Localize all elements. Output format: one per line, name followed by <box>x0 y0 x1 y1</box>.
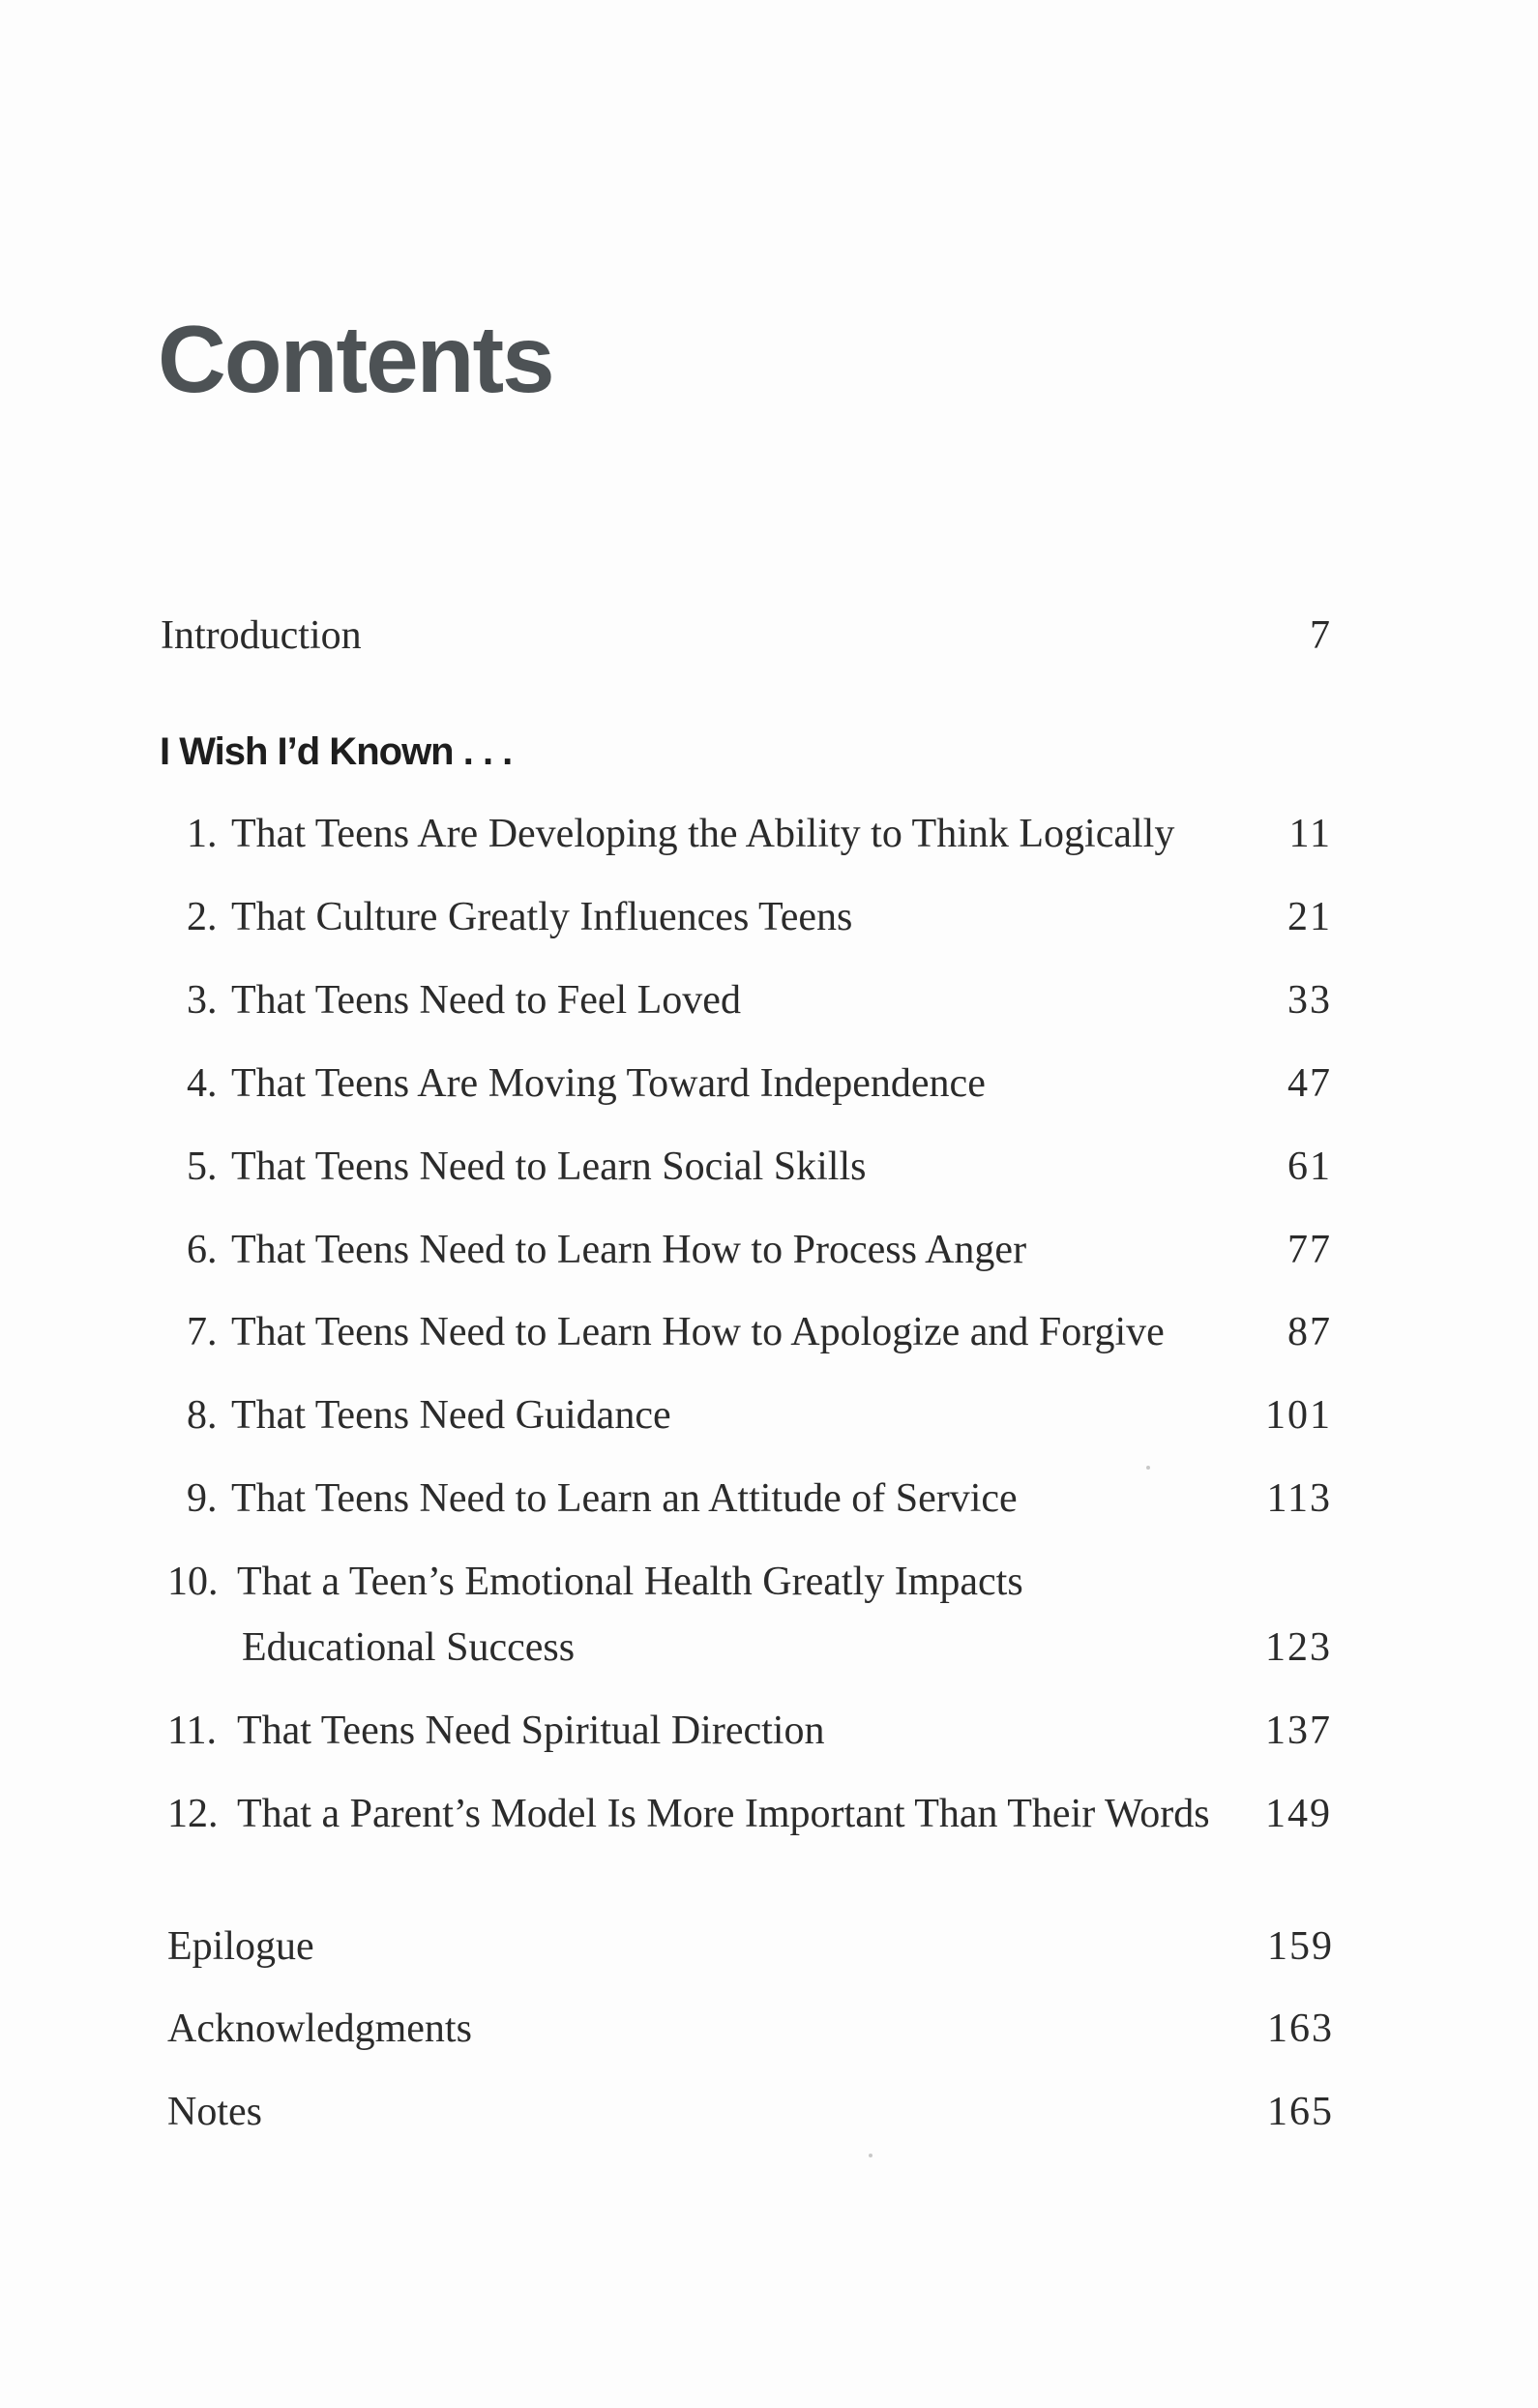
toc-page-number: 159 <box>1267 1924 1334 1969</box>
toc-page-number: 163 <box>1267 2007 1334 2051</box>
toc-page-number: 61 <box>1287 1145 1332 1189</box>
chapter-number: 7. <box>187 1310 218 1354</box>
chapter-title: That Culture Greatly Influences Teens <box>231 895 853 939</box>
toc-page-number: 101 <box>1265 1393 1332 1438</box>
toc-entry-label: Acknowledgments <box>167 2007 472 2051</box>
chapter-number: 11. <box>167 1709 217 1753</box>
section-heading: I Wish I’d Known . . . <box>160 730 513 773</box>
chapter-title: That Teens Are Developing the Ability to Think Logically <box>231 812 1175 856</box>
chapter-title: That a Parent’s Model Is More Important Than Their Words <box>237 1792 1210 1836</box>
chapter-title: That Teens Need to Learn How to Process Anger <box>231 1228 1027 1272</box>
toc-page-number: 21 <box>1287 895 1332 939</box>
toc-page-number: 123 <box>1265 1625 1332 1670</box>
chapter-title: That Teens Need Guidance <box>231 1393 671 1438</box>
toc-page-number: 77 <box>1287 1228 1332 1272</box>
chapter-title: That a Teen’s Emotional Health Greatly Impacts <box>237 1560 1023 1604</box>
chapter-number: 12. <box>167 1792 219 1836</box>
chapter-title-continuation: Educational Success <box>242 1625 576 1670</box>
chapter-number: 9. <box>187 1476 218 1521</box>
chapter-title: That Teens Need Spiritual Direction <box>237 1709 825 1753</box>
toc-page-number: 137 <box>1265 1709 1332 1753</box>
scan-speck <box>1146 1466 1150 1470</box>
chapter-title: That Teens Need to Learn Social Skills <box>231 1145 867 1189</box>
toc-entry-label: Notes <box>167 2090 262 2134</box>
toc-page-number: 149 <box>1265 1792 1332 1836</box>
toc-page-number: 165 <box>1267 2090 1334 2134</box>
toc-page-number: 33 <box>1287 978 1332 1023</box>
scan-speck <box>869 2154 873 2157</box>
chapter-number: 1. <box>187 812 218 856</box>
chapter-number: 5. <box>187 1145 218 1189</box>
chapter-title: That Teens Need to Learn How to Apologize and Forgive <box>231 1310 1165 1354</box>
toc-entry-label: Epilogue <box>167 1924 314 1969</box>
chapter-number: 8. <box>187 1393 218 1438</box>
toc-page-number: 87 <box>1287 1310 1332 1354</box>
chapter-title: That Teens Need to Learn an Attitude of Service <box>231 1476 1018 1521</box>
chapter-number: 4. <box>187 1061 218 1106</box>
chapter-number: 2. <box>187 895 218 939</box>
page-title: Contents <box>158 306 553 412</box>
chapter-number: 10. <box>167 1560 219 1604</box>
toc-entry-label: Introduction <box>161 613 362 658</box>
toc-page-number: 11 <box>1288 812 1332 856</box>
chapter-number: 6. <box>187 1228 218 1272</box>
chapter-title: That Teens Are Moving Toward Independence <box>231 1061 986 1106</box>
chapter-number: 3. <box>187 978 218 1023</box>
toc-page-number: 47 <box>1287 1061 1332 1106</box>
toc-page-number: 7 <box>1310 613 1332 658</box>
chapter-title: That Teens Need to Feel Loved <box>231 978 741 1023</box>
toc-page-number: 113 <box>1266 1476 1332 1521</box>
